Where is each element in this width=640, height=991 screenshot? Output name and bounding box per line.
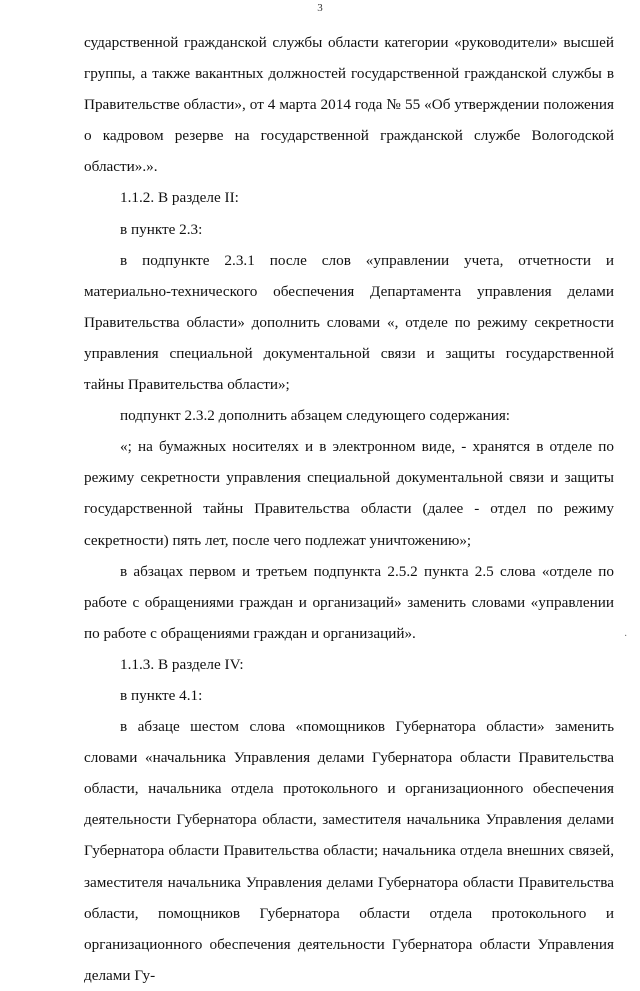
scan-mark: · — [624, 631, 628, 642]
paragraph-section-ii-heading: 1.1.2. В разделе II: — [120, 189, 239, 207]
paragraph-subpoint-2-5-2: в абзацах первом и третьем подпункта 2.5.2 пункта 2.5 слова «отделе по работе с обращениями граждан и организаций» заменить словами «управлении по работе с обращениями граждан и организаций». — [84, 562, 614, 642]
paragraph-point-4-1: в пункте 4.1: — [120, 686, 203, 704]
paragraph-inserted-text: «; на бумажных носителях и в электронном виде, - хранятся в отделе по режиму секретности управления специальной документальной связи и защиты государственной тайны Правительства области (далее - отдел по режиму секретности) пять лет, после чего подлежат уничтожению»; — [84, 438, 614, 549]
document-body — [84, 27, 614, 991]
paragraph-sixth-clause: в абзаце шестом слова «помощников Губернатора области» заменить словами «начальника Управления делами Губернатора области Правительства области, начальника отдела протокольного и организационного обеспечения деятельности Губернатора области, заместителя начальника Управления делами Губернатора области Правительства области; начальника отдела внешних связей, заместителя начальника Управления делами Губернатора области Правительства области, помощников Губернатора области отдела протокольного и организационного обеспечения деятельности Губернатора области Управления делами Гу- — [84, 718, 614, 984]
paragraph-subpoint-2-3-1: в подпункте 2.3.1 после слов «управлении учета, отчетности и материально-технического обеспечения Департамента управления делами Правительства области» дополнить словами «, отделе по режиму секретности управления специальной документальной связи и защиты государственной тайны Правительства области»; — [84, 251, 614, 394]
page-number: 3 — [317, 2, 323, 14]
paragraph-subpoint-2-3-2: подпункт 2.3.2 дополнить абзацем следующего содержания: — [120, 407, 511, 425]
paragraph-point-2-3: в пункте 2.3: — [120, 220, 203, 238]
paragraph-continuation: сударственной гражданской службы области категории «руководители» высшей группы, а также вакантных должностей государственной гражданской службы в Правительстве области», от 4 марта 2014 года № 55 «Об утверждении положения о кадровом резерве на государственной гражданской службе Вологодской области».». — [84, 34, 614, 176]
paragraph-section-iv-heading: 1.1.3. В разделе IV: — [120, 655, 244, 673]
